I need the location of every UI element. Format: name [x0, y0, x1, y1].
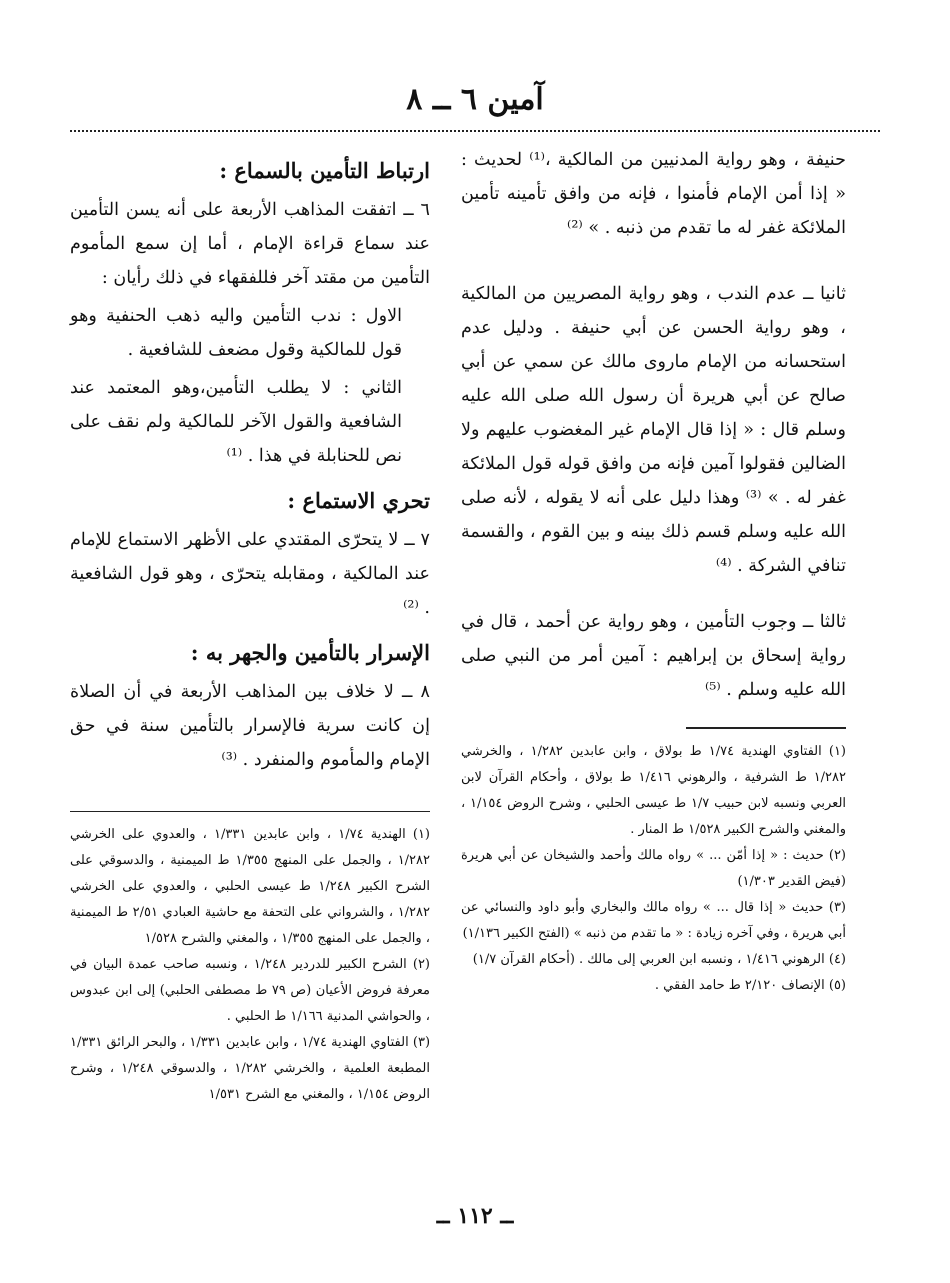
footnote-item: (٢) الشرح الكبير للدردير ١/٢٤٨ ، ونسبه صاحب عمدة البيان في معرفة فروض الأعيان (ص ٧٩ ط مصطفى الحلبي) إلى ابن عبدوس ، والحواشي المدنية ١/١٦٦ ط الحلبي . — [70, 957, 430, 1024]
paragraph-second-view: ثانيا ــ عدم الندب ، وهو رواية المصريين من المالكية ، وهو رواية الحسن عن أبي حنيفة . ودليل عدم استحسانه من الإمام ماروى مالك عن سمي عن أبي صالح عن أبي هريرة أن رسول الله صلى الله عليه وسلم قال : « إذا قال الإمام غير المغضوب عليهم ولا الضالين فقولوا آمين فإنه من وافق قوله قول الملائكة غفر له . » ⁽³⁾ وهذا دليل على أنه لا يقوله ، لأنه صلى الله عليه وسلم قسم ذلك بينه و بين القوم ، والقسمة تنافي الشركة . ⁽⁴⁾ — [461, 284, 846, 576]
paragraph-third-view: ثالثا ــ وجوب التأمين ، وهو رواية عن أحمد ، قال في رواية إسحاق بن إبراهيم : آمين أمر من النبي صلى الله عليه وسلم . ⁽⁵⁾ — [461, 612, 846, 700]
section-heading-secret-loud: الإسرار بالتأمين والجهر به : — [190, 640, 430, 665]
section-heading-attention: تحري الاستماع : — [287, 488, 430, 513]
footnote-item: (٢) حديث : « إذا أمّن ... » رواه مالك وأحمد والشيخان عن أبي هريرة (فيض القدير ١/٣٠٣) — [461, 848, 846, 889]
footnotes-right — [461, 739, 846, 999]
page-number: ــ ١١٢ ــ — [436, 1203, 514, 1229]
footnote-item: (٣) الفتاوي الهندية ١/٧٤ ، وابن عابدين ١/٣٣١ ، والبحر الرائق ١/٣٣١ المطبعة العلمية ، والخرشي ١/٢٨٢ ، والدسوقي ١/٢٤٨ ، وشرح الروض ١/١٥٤ ، والمغني مع الشرح ١/٥٣١ — [70, 1035, 431, 1102]
right-column — [461, 143, 846, 999]
footnote-item: (٤) الرهوني ١/٤١٦ ، ونسبه ابن العربي إلى مالك . (أحكام القرآن ١/٧) — [472, 952, 846, 967]
footnote-item: (٣) حديث « إذا قال ... » رواه مالك والبخاري وأبو داود والنسائي عن أبي هريرة ، وفي آخره زيادة : « ما تقدم من ذنبه » (الفتح الكبير ١/١٣٦) — [461, 900, 846, 941]
paragraph-7: ٧ ــ لا يتحرّى المقتدي على الأظهر الاستماع للإمام عند المالكية ، ومقابله يتحرّى ، وهو قول الشافعية . ⁽²⁾ — [70, 530, 430, 618]
footnote-item: (١) الهندية ١/٧٤ ، وابن عابدين ١/٣٣١ ، والعدوي على الخرشي ١/٢٨٢ ، والجمل على المنهج ١/٣٥٥ ط الميمنية ، والدسوقي على الشرح الكبير ١/٢٤٨ ط عيسى الحلبي ، والعدوي على الخرشي ١/٢٨٢ ، والشرواني على التحفة مع حاشية العبادي ٢/٥١ ط الميمنية ، والجمل على المنهج ١/٣٥٥ ، والمغني والشرح ١/٥٢٨ — [70, 827, 430, 946]
paragraph-hanafi-narration: حنيفة ، وهو رواية المدنيين من المالكية ،⁽¹⁾ لحديث : « إذا أمن الإمام فأمنوا ، فإنه من وافق تأمينه تأمين الملائكة غفر له ما تقدم من ذنبه . » ⁽²⁾ — [461, 150, 846, 238]
footnote-divider-right — [686, 727, 846, 729]
page-title: آمين ٦ ــ ٨ — [406, 82, 544, 117]
left-column — [70, 143, 430, 1108]
paragraph-6: ٦ ــ اتفقت المذاهب الأربعة على أنه يسن التأمين عند سماع قراءة الإمام ، أما إن سمع المأموم التأمين من مقتد آخر فللفقهاء في ذلك رأيان : — [70, 200, 430, 288]
footnote-divider-left — [70, 811, 430, 812]
section-heading-listening: ارتباط التأمين بالسماع : — [219, 158, 430, 183]
paragraph-8: ٨ ــ لا خلاف بين المذاهب الأربعة في أن الصلاة إن كانت سرية فالإسرار بالتأمين سنة في حق الإمام والمأموم والمنفرد . ⁽³⁾ — [70, 682, 430, 770]
paragraph-6-view-1: الاول : ندب التأمين واليه ذهب الحنفية وهو قول للمالكية وقول مضعف للشافعية . — [70, 306, 402, 360]
footnote-item: (١) الفتاوي الهندية ١/٧٤ ط بولاق ، وابن عابدين ١/٢٨٢ ، والخرشي ١/٢٨٢ ط الشرفية ، والرهوني ١/٤١٦ ط بولاق ، وأحكام القرآن لابن العربي ونسبه لابن حبيب ١/٧ ط عيسى الحلبي ، وشرح الروض ١/١٥٤ ، والمغني والشرح الكبير ١/٥٢٨ ط المنار . — [461, 744, 847, 837]
header-divider — [70, 130, 880, 132]
footnote-item: (٥) الإنصاف ٢/١٢٠ ط حامد الفقي . — [654, 978, 846, 993]
footnotes-left — [70, 822, 430, 1108]
paragraph-6-view-2: الثاني : لا يطلب التأمين،وهو المعتمد عند الشافعية والقول الآخر للمالكية ولم نقف على نص للحنابلة في هذا . ⁽¹⁾ — [70, 378, 402, 466]
